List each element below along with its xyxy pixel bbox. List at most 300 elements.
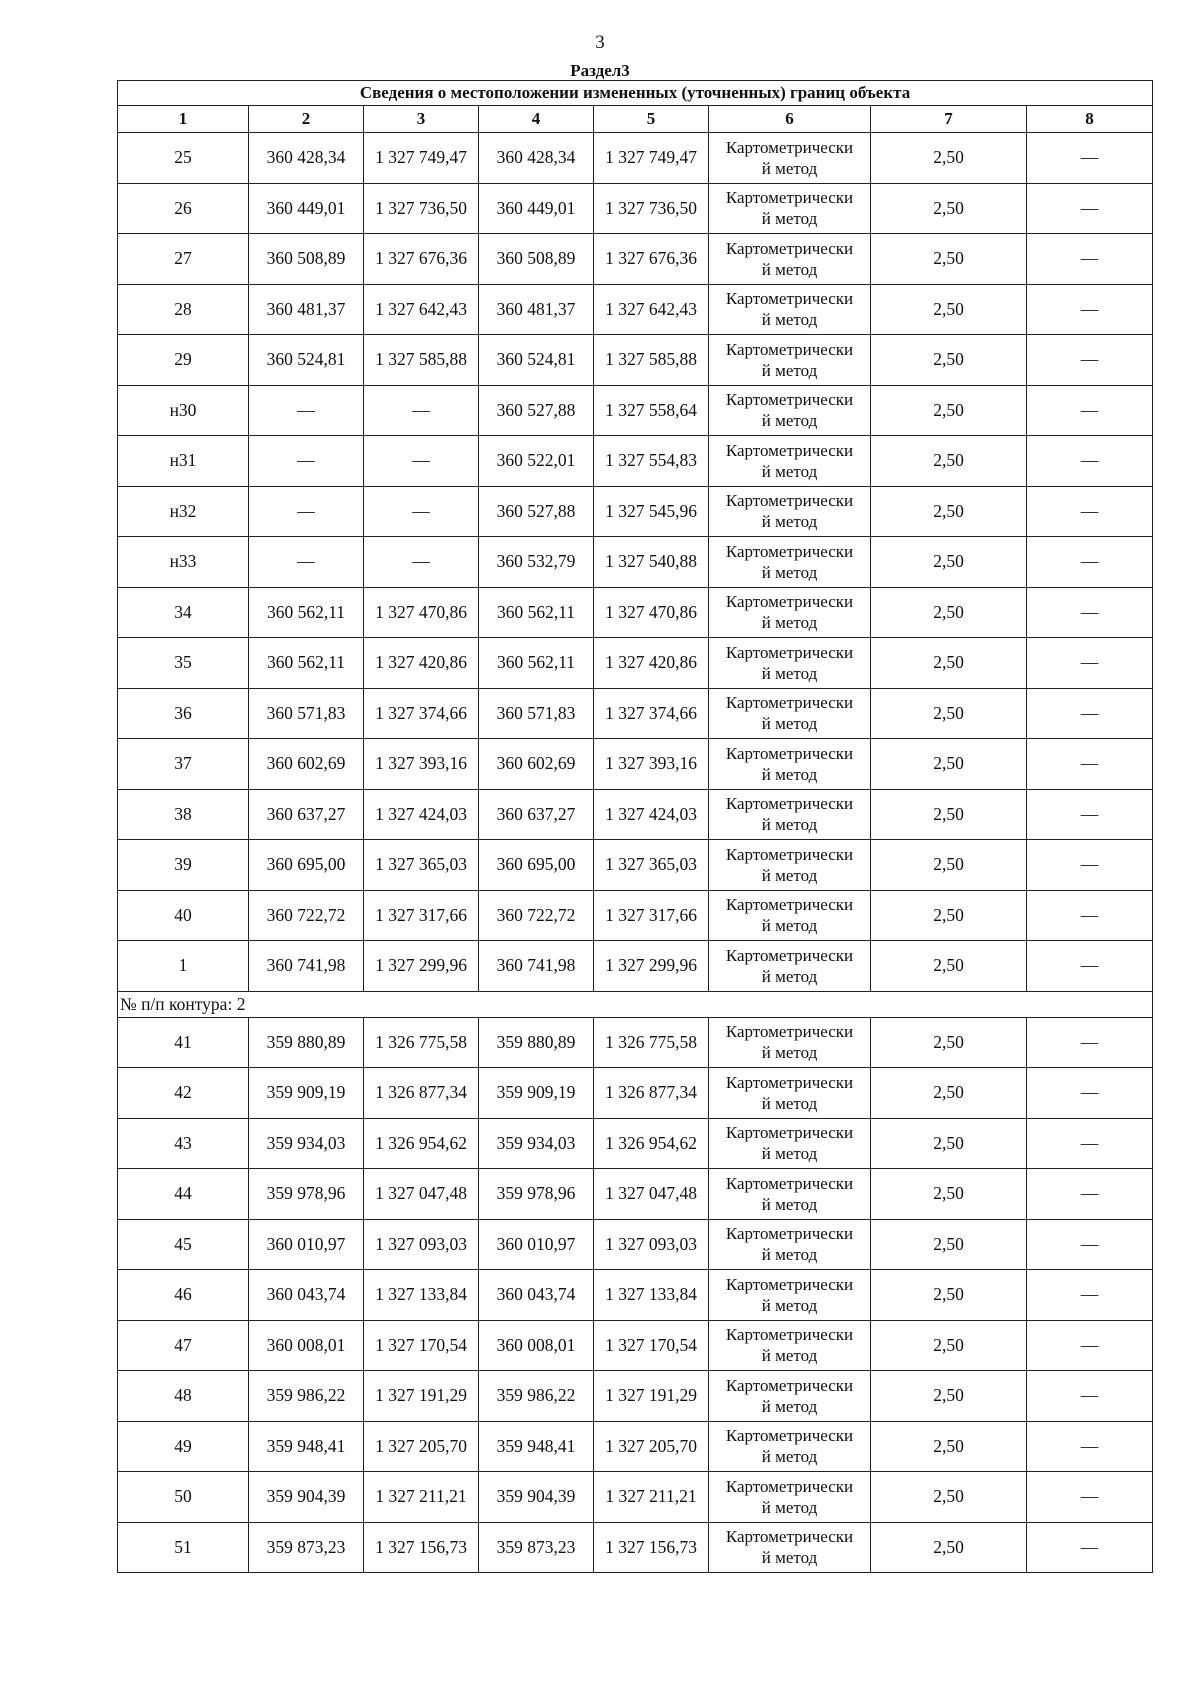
page-number: 3	[595, 32, 605, 53]
old-y-cell: 1 327 133,84	[364, 1270, 479, 1321]
method-cell	[709, 1320, 871, 1371]
description-cell: —	[1027, 1320, 1153, 1371]
description-cell: —	[1027, 587, 1153, 638]
accuracy-cell: 2,50	[871, 284, 1027, 335]
accuracy-cell: 2,50	[871, 1421, 1027, 1472]
old-y-cell: 1 327 299,96	[364, 941, 479, 992]
description-cell: —	[1027, 234, 1153, 285]
method-text-line2: й метод	[761, 562, 818, 582]
method-cell	[709, 789, 871, 840]
method-text-line2: й метод	[761, 1043, 818, 1063]
accuracy-cell: 2,50	[871, 638, 1027, 689]
method-text-line1: Картометрически	[725, 1274, 854, 1294]
accuracy-cell: 2,50	[871, 1371, 1027, 1422]
table-row	[118, 688, 1153, 739]
description-cell: —	[1027, 1219, 1153, 1270]
new-x-cell: 359 909,19	[479, 1068, 594, 1119]
table-row	[118, 1270, 1153, 1321]
description-cell: —	[1027, 385, 1153, 436]
description-cell: —	[1027, 1270, 1153, 1321]
method-cell	[709, 436, 871, 487]
method-text-line1: Картометрически	[725, 289, 854, 309]
method-text-line1: Картометрически	[725, 895, 854, 915]
table-row	[118, 1522, 1153, 1573]
accuracy-cell: 2,50	[871, 335, 1027, 386]
table-row	[118, 1118, 1153, 1169]
point-number-cell: н30	[118, 385, 249, 436]
old-x-cell: 360 741,98	[249, 941, 364, 992]
point-number-cell: 41	[118, 1017, 249, 1068]
description-cell: —	[1027, 1522, 1153, 1573]
accuracy-cell: 2,50	[871, 941, 1027, 992]
old-y-cell: —	[364, 537, 479, 588]
new-x-cell: 360 562,11	[479, 587, 594, 638]
method-text-line1: Картометрически	[725, 541, 854, 561]
new-y-cell: 1 327 393,16	[594, 739, 709, 790]
new-y-cell: 1 327 545,96	[594, 486, 709, 537]
new-y-cell: 1 327 374,66	[594, 688, 709, 739]
contour-label-row	[118, 991, 1153, 1017]
method-cell	[709, 638, 871, 689]
table-row	[118, 183, 1153, 234]
method-cell	[709, 1421, 871, 1472]
table-row	[118, 1017, 1153, 1068]
new-x-cell: 360 043,74	[479, 1270, 594, 1321]
coordinates-table	[117, 80, 1153, 1573]
table-row	[118, 1421, 1153, 1472]
old-y-cell: —	[364, 486, 479, 537]
method-text-line2: й метод	[761, 259, 818, 279]
table-row	[118, 890, 1153, 941]
method-text-line1: Картометрически	[725, 1224, 854, 1244]
new-x-cell: 360 741,98	[479, 941, 594, 992]
table-row	[118, 941, 1153, 992]
method-text-line2: й метод	[761, 613, 818, 633]
method-text-line2: й метод	[761, 1346, 818, 1366]
method-cell	[709, 183, 871, 234]
new-y-cell: 1 327 736,50	[594, 183, 709, 234]
method-text-line1: Картометрически	[725, 693, 854, 713]
old-y-cell: 1 327 191,29	[364, 1371, 479, 1422]
old-x-cell: 360 562,11	[249, 638, 364, 689]
new-x-cell: 360 010,97	[479, 1219, 594, 1270]
method-cell	[709, 385, 871, 436]
point-number-cell: 25	[118, 133, 249, 184]
method-text-line2: й метод	[761, 1194, 818, 1214]
method-text-line1: Картометрически	[725, 339, 854, 359]
method-text-line2: й метод	[761, 865, 818, 885]
new-y-cell: 1 327 205,70	[594, 1421, 709, 1472]
method-text-line2: й метод	[761, 1144, 818, 1164]
accuracy-cell: 2,50	[871, 183, 1027, 234]
point-number-cell: н31	[118, 436, 249, 487]
method-text-line1: Картометрически	[725, 1375, 854, 1395]
accuracy-cell: 2,50	[871, 1270, 1027, 1321]
old-y-cell: 1 327 736,50	[364, 183, 479, 234]
description-cell: —	[1027, 1017, 1153, 1068]
point-number-cell: 48	[118, 1371, 249, 1422]
point-number-cell: 1	[118, 941, 249, 992]
accuracy-cell: 2,50	[871, 1320, 1027, 1371]
old-x-cell: 359 934,03	[249, 1118, 364, 1169]
method-text-line2: й метод	[761, 310, 818, 330]
accuracy-cell: 2,50	[871, 688, 1027, 739]
new-y-cell: 1 327 047,48	[594, 1169, 709, 1220]
method-text-line2: й метод	[761, 916, 818, 936]
new-y-cell: 1 327 540,88	[594, 537, 709, 588]
point-number-cell: 27	[118, 234, 249, 285]
new-x-cell: 359 934,03	[479, 1118, 594, 1169]
new-y-cell: 1 327 554,83	[594, 436, 709, 487]
old-x-cell: 360 428,34	[249, 133, 364, 184]
method-cell	[709, 1118, 871, 1169]
point-number-cell: 40	[118, 890, 249, 941]
old-y-cell: 1 326 954,62	[364, 1118, 479, 1169]
method-text-line1: Картометрически	[725, 390, 854, 410]
method-text-line1: Картометрически	[725, 1527, 854, 1547]
old-y-cell: 1 327 205,70	[364, 1421, 479, 1472]
old-y-cell: 1 327 642,43	[364, 284, 479, 335]
method-cell	[709, 284, 871, 335]
point-number-cell: 36	[118, 688, 249, 739]
method-text-line1: Картометрически	[725, 1173, 854, 1193]
table-row	[118, 335, 1153, 386]
description-cell: —	[1027, 436, 1153, 487]
old-x-cell: 360 008,01	[249, 1320, 364, 1371]
old-y-cell: 1 327 393,16	[364, 739, 479, 790]
old-x-cell: 359 909,19	[249, 1068, 364, 1119]
new-x-cell: 360 527,88	[479, 486, 594, 537]
point-number-cell: 51	[118, 1522, 249, 1573]
new-y-cell: 1 327 642,43	[594, 284, 709, 335]
contour-label: № п/п контура: 2	[118, 991, 1153, 1017]
new-x-cell: 360 602,69	[479, 739, 594, 790]
new-y-cell: 1 327 093,03	[594, 1219, 709, 1270]
new-x-cell: 359 986,22	[479, 1371, 594, 1422]
new-y-cell: 1 327 299,96	[594, 941, 709, 992]
new-x-cell: 360 524,81	[479, 335, 594, 386]
accuracy-cell: 2,50	[871, 587, 1027, 638]
old-x-cell: 360 562,11	[249, 587, 364, 638]
column-number: 4	[479, 106, 594, 133]
old-y-cell: 1 327 676,36	[364, 234, 479, 285]
new-y-cell: 1 327 317,66	[594, 890, 709, 941]
column-number: 6	[709, 106, 871, 133]
old-y-cell: 1 326 775,58	[364, 1017, 479, 1068]
old-x-cell: 359 904,39	[249, 1472, 364, 1523]
table-row	[118, 1169, 1153, 1220]
accuracy-cell: 2,50	[871, 1068, 1027, 1119]
accuracy-cell: 2,50	[871, 1017, 1027, 1068]
accuracy-cell: 2,50	[871, 436, 1027, 487]
new-x-cell: 359 904,39	[479, 1472, 594, 1523]
new-y-cell: 1 327 170,54	[594, 1320, 709, 1371]
method-text-line2: й метод	[761, 1497, 818, 1517]
old-x-cell: 360 010,97	[249, 1219, 364, 1270]
description-cell: —	[1027, 183, 1153, 234]
method-cell	[709, 234, 871, 285]
method-text-line1: Картометрически	[725, 1123, 854, 1143]
accuracy-cell: 2,50	[871, 1472, 1027, 1523]
new-x-cell: 360 695,00	[479, 840, 594, 891]
method-text-line2: й метод	[761, 1447, 818, 1467]
description-cell: —	[1027, 1169, 1153, 1220]
method-text-line2: й метод	[761, 663, 818, 683]
description-cell: —	[1027, 1472, 1153, 1523]
old-x-cell: —	[249, 436, 364, 487]
column-number: 1	[118, 106, 249, 133]
old-y-cell: 1 327 093,03	[364, 1219, 479, 1270]
column-number: 7	[871, 106, 1027, 133]
method-text-line1: Картометрически	[725, 1476, 854, 1496]
accuracy-cell: 2,50	[871, 1169, 1027, 1220]
table-row	[118, 1068, 1153, 1119]
old-y-cell: 1 327 424,03	[364, 789, 479, 840]
point-number-cell: 39	[118, 840, 249, 891]
point-number-cell: 29	[118, 335, 249, 386]
point-number-cell: н32	[118, 486, 249, 537]
new-x-cell: 360 532,79	[479, 537, 594, 588]
method-text-line2: й метод	[761, 1396, 818, 1416]
new-x-cell: 360 449,01	[479, 183, 594, 234]
table-row	[118, 385, 1153, 436]
new-x-cell: 360 008,01	[479, 1320, 594, 1371]
table-row	[118, 234, 1153, 285]
new-x-cell: 359 948,41	[479, 1421, 594, 1472]
method-cell	[709, 537, 871, 588]
point-number-cell: 37	[118, 739, 249, 790]
new-x-cell: 360 722,72	[479, 890, 594, 941]
old-x-cell: —	[249, 385, 364, 436]
point-number-cell: 44	[118, 1169, 249, 1220]
table-row	[118, 537, 1153, 588]
method-text-line2: й метод	[761, 815, 818, 835]
new-y-cell: 1 327 749,47	[594, 133, 709, 184]
new-y-cell: 1 327 365,03	[594, 840, 709, 891]
new-x-cell: 359 880,89	[479, 1017, 594, 1068]
old-y-cell: 1 327 374,66	[364, 688, 479, 739]
method-cell	[709, 486, 871, 537]
table-row	[118, 1472, 1153, 1523]
old-y-cell: 1 327 211,21	[364, 1472, 479, 1523]
accuracy-cell: 2,50	[871, 1522, 1027, 1573]
method-text-line2: й метод	[761, 1093, 818, 1113]
old-x-cell: 359 880,89	[249, 1017, 364, 1068]
method-text-line2: й метод	[761, 966, 818, 986]
column-number-row	[118, 106, 1153, 133]
column-number: 8	[1027, 106, 1153, 133]
table-row	[118, 1219, 1153, 1270]
new-y-cell: 1 327 156,73	[594, 1522, 709, 1573]
method-text-line2: й метод	[761, 158, 818, 178]
description-cell: —	[1027, 688, 1153, 739]
accuracy-cell: 2,50	[871, 840, 1027, 891]
new-x-cell: 360 562,11	[479, 638, 594, 689]
method-text-line1: Картометрически	[725, 137, 854, 157]
method-text-line2: й метод	[761, 1548, 818, 1568]
description-cell: —	[1027, 941, 1153, 992]
old-y-cell: —	[364, 436, 479, 487]
old-x-cell: 360 722,72	[249, 890, 364, 941]
method-text-line1: Картометрически	[725, 945, 854, 965]
method-text-line1: Картометрически	[725, 1022, 854, 1042]
point-number-cell: 28	[118, 284, 249, 335]
old-y-cell: 1 326 877,34	[364, 1068, 479, 1119]
old-x-cell: 359 873,23	[249, 1522, 364, 1573]
new-x-cell: 360 508,89	[479, 234, 594, 285]
accuracy-cell: 2,50	[871, 739, 1027, 790]
description-cell: —	[1027, 486, 1153, 537]
description-cell: —	[1027, 133, 1153, 184]
new-y-cell: 1 327 676,36	[594, 234, 709, 285]
method-cell	[709, 840, 871, 891]
method-cell	[709, 688, 871, 739]
old-y-cell: —	[364, 385, 479, 436]
table-body	[118, 133, 1153, 1573]
method-cell	[709, 1017, 871, 1068]
method-text-line1: Картометрически	[725, 440, 854, 460]
old-y-cell: 1 327 317,66	[364, 890, 479, 941]
method-cell	[709, 133, 871, 184]
method-cell	[709, 335, 871, 386]
method-cell	[709, 1219, 871, 1270]
new-x-cell: 360 481,37	[479, 284, 594, 335]
method-cell	[709, 941, 871, 992]
new-x-cell: 359 873,23	[479, 1522, 594, 1573]
point-number-cell: 50	[118, 1472, 249, 1523]
table-row	[118, 1371, 1153, 1422]
column-number: 5	[594, 106, 709, 133]
method-text-line2: й метод	[761, 512, 818, 532]
method-text-line2: й метод	[761, 764, 818, 784]
point-number-cell: 47	[118, 1320, 249, 1371]
new-y-cell: 1 326 954,62	[594, 1118, 709, 1169]
method-cell	[709, 1270, 871, 1321]
accuracy-cell: 2,50	[871, 385, 1027, 436]
method-cell	[709, 1522, 871, 1573]
method-cell	[709, 890, 871, 941]
old-x-cell: 360 043,74	[249, 1270, 364, 1321]
description-cell: —	[1027, 537, 1153, 588]
accuracy-cell: 2,50	[871, 890, 1027, 941]
method-text-line1: Картометрически	[725, 1325, 854, 1345]
method-text-line2: й метод	[761, 1245, 818, 1265]
method-text-line1: Картометрически	[725, 794, 854, 814]
new-y-cell: 1 326 775,58	[594, 1017, 709, 1068]
old-x-cell: —	[249, 486, 364, 537]
description-cell: —	[1027, 1421, 1153, 1472]
method-cell	[709, 1068, 871, 1119]
new-y-cell: 1 327 420,86	[594, 638, 709, 689]
table-row	[118, 840, 1153, 891]
method-cell	[709, 587, 871, 638]
table-row	[118, 638, 1153, 689]
method-text-line2: й метод	[761, 461, 818, 481]
column-number: 2	[249, 106, 364, 133]
table-row	[118, 436, 1153, 487]
table-row	[118, 1320, 1153, 1371]
new-x-cell: 360 637,27	[479, 789, 594, 840]
description-cell: —	[1027, 789, 1153, 840]
description-cell: —	[1027, 840, 1153, 891]
old-x-cell: 360 481,37	[249, 284, 364, 335]
method-text-line2: й метод	[761, 209, 818, 229]
table-row	[118, 789, 1153, 840]
old-y-cell: 1 327 365,03	[364, 840, 479, 891]
method-text-line2: й метод	[761, 1295, 818, 1315]
method-text-line1: Картометрически	[725, 844, 854, 864]
description-cell: —	[1027, 638, 1153, 689]
method-text-line2: й метод	[761, 411, 818, 431]
old-x-cell: 359 978,96	[249, 1169, 364, 1220]
old-x-cell: 360 695,00	[249, 840, 364, 891]
new-x-cell: 359 978,96	[479, 1169, 594, 1220]
table-row	[118, 486, 1153, 537]
point-number-cell: н33	[118, 537, 249, 588]
method-text-line1: Картометрически	[725, 188, 854, 208]
accuracy-cell: 2,50	[871, 133, 1027, 184]
accuracy-cell: 2,50	[871, 1118, 1027, 1169]
point-number-cell: 42	[118, 1068, 249, 1119]
method-cell	[709, 1371, 871, 1422]
old-x-cell: 360 449,01	[249, 183, 364, 234]
description-cell: —	[1027, 1371, 1153, 1422]
old-y-cell: 1 327 420,86	[364, 638, 479, 689]
accuracy-cell: 2,50	[871, 789, 1027, 840]
old-x-cell: 359 948,41	[249, 1421, 364, 1472]
description-cell: —	[1027, 739, 1153, 790]
point-number-cell: 38	[118, 789, 249, 840]
accuracy-cell: 2,50	[871, 537, 1027, 588]
method-cell	[709, 739, 871, 790]
old-x-cell: 360 508,89	[249, 234, 364, 285]
point-number-cell: 43	[118, 1118, 249, 1169]
new-y-cell: 1 327 133,84	[594, 1270, 709, 1321]
table-row	[118, 133, 1153, 184]
new-x-cell: 360 522,01	[479, 436, 594, 487]
new-y-cell: 1 327 424,03	[594, 789, 709, 840]
description-cell: —	[1027, 284, 1153, 335]
section-title: Раздел3	[570, 61, 630, 80]
method-text-line1: Картометрически	[725, 491, 854, 511]
point-number-cell: 34	[118, 587, 249, 638]
old-y-cell: 1 327 047,48	[364, 1169, 479, 1220]
accuracy-cell: 2,50	[871, 1219, 1027, 1270]
description-cell: —	[1027, 890, 1153, 941]
new-y-cell: 1 327 211,21	[594, 1472, 709, 1523]
method-text-line1: Картометрически	[725, 1426, 854, 1446]
new-x-cell: 360 527,88	[479, 385, 594, 436]
method-text-line1: Картометрически	[725, 238, 854, 258]
old-x-cell: 360 571,83	[249, 688, 364, 739]
point-number-cell: 35	[118, 638, 249, 689]
point-number-cell: 45	[118, 1219, 249, 1270]
old-y-cell: 1 327 170,54	[364, 1320, 479, 1371]
point-number-cell: 49	[118, 1421, 249, 1472]
description-cell: —	[1027, 1118, 1153, 1169]
old-x-cell: —	[249, 537, 364, 588]
method-text-line1: Картометрически	[725, 642, 854, 662]
description-cell: —	[1027, 335, 1153, 386]
old-y-cell: 1 327 749,47	[364, 133, 479, 184]
point-number-cell: 26	[118, 183, 249, 234]
method-text-line2: й метод	[761, 714, 818, 734]
point-number-cell: 46	[118, 1270, 249, 1321]
table-row	[118, 739, 1153, 790]
new-y-cell: 1 327 191,29	[594, 1371, 709, 1422]
old-y-cell: 1 327 585,88	[364, 335, 479, 386]
new-x-cell: 360 571,83	[479, 688, 594, 739]
